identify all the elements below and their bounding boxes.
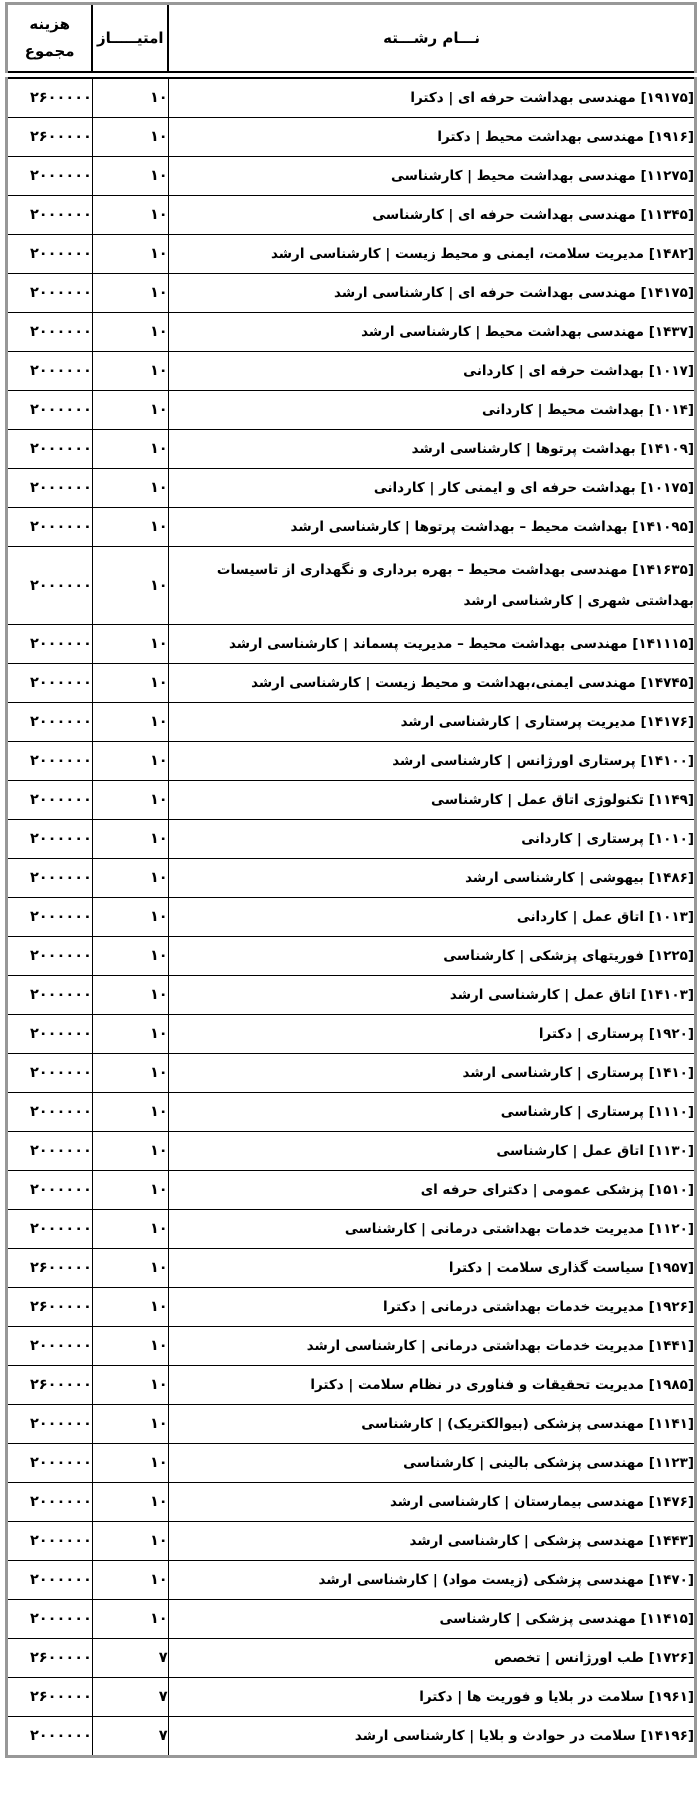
table-row: [7, 1327, 696, 1366]
table-row: [7, 1483, 696, 1522]
table-row: [7, 1054, 696, 1093]
field-name-cell: [۱۴۷۰] مهندسی پزشکی (زیست مواد) | کارشناسی ارشد: [168, 1561, 695, 1600]
total-cost-cell: ۲۰۰۰۰۰۰: [7, 1561, 93, 1600]
table-row: [7, 235, 696, 274]
table-row: [7, 391, 696, 430]
total-cost-cell: ۲۰۰۰۰۰۰: [7, 1327, 93, 1366]
total-cost-cell: ۲۰۰۰۰۰۰: [7, 1054, 93, 1093]
score-cell: ۱۰: [92, 1210, 168, 1249]
total-cost-cell: ۲۰۰۰۰۰۰: [7, 937, 93, 976]
field-name-cell: [۱۹۱۶] مهندسی بهداشت محیط | دکترا: [168, 118, 695, 157]
table-row: [7, 1522, 696, 1561]
total-cost-cell: ۲۰۰۰۰۰۰: [7, 1093, 93, 1132]
table-row: [7, 313, 696, 352]
table-row: [7, 196, 696, 235]
field-name-cell: [۱۴۱۰۰] پرستاری اورژانس | کارشناسی ارشد: [168, 742, 695, 781]
total-cost-cell: ۲۰۰۰۰۰۰: [7, 664, 93, 703]
table-row: [7, 1717, 696, 1757]
total-cost-cell: ۲۰۰۰۰۰۰: [7, 1405, 93, 1444]
field-name-cell: [۱۴۸۲] مدیریت سلامت، ایمنی و محیط زیست | کارشناسی ارشد: [168, 235, 695, 274]
score-cell: ۱۰: [92, 1600, 168, 1639]
score-cell: ۷: [92, 1717, 168, 1757]
total-cost-cell: ۲۰۰۰۰۰۰: [7, 976, 93, 1015]
table-row: [7, 274, 696, 313]
score-cell: ۱۰: [92, 820, 168, 859]
total-cost-cell: ۲۰۰۰۰۰۰: [7, 1171, 93, 1210]
total-cost-cell: ۲۰۰۰۰۰۰: [7, 781, 93, 820]
score-cell: ۱۰: [92, 547, 168, 625]
table-row: [7, 1366, 696, 1405]
score-cell: ۱۰: [92, 898, 168, 937]
score-cell: ۱۰: [92, 1405, 168, 1444]
score-cell: ۱۰: [92, 1093, 168, 1132]
table-row: [7, 1561, 696, 1600]
total-cost-cell: ۲۰۰۰۰۰۰: [7, 742, 93, 781]
total-cost-cell: ۲۰۰۰۰۰۰: [7, 625, 93, 664]
total-cost-cell: ۲۶۰۰۰۰۰: [7, 1366, 93, 1405]
table-row: [7, 742, 696, 781]
table-row: [7, 1132, 696, 1171]
field-name-cell: [۱۴۷۶] مهندسی بیمارستان | کارشناسی ارشد: [168, 1483, 695, 1522]
table-row: [7, 898, 696, 937]
table-body: [5, 77, 697, 1758]
header-field-name: نـــام رشـــته: [168, 4, 695, 73]
table-row: [7, 937, 696, 976]
score-cell: ۱۰: [92, 781, 168, 820]
score-cell: ۱۰: [92, 859, 168, 898]
field-name-cell: [۱۴۷۴۵] مهندسی ایمنی،بهداشت و محیط زیست | کارشناسی ارشد: [168, 664, 695, 703]
table-row: [7, 1600, 696, 1639]
score-cell: ۱۰: [92, 508, 168, 547]
table-row: [7, 508, 696, 547]
field-name-cell: [۱۴۱۰] پرستاری | کارشناسی ارشد: [168, 1054, 695, 1093]
score-cell: ۱۰: [92, 1561, 168, 1600]
field-name-cell: [۱۴۱۷۶] مدیریت پرستاری | کارشناسی ارشد: [168, 703, 695, 742]
field-name-cell: [۱۹۶۱] سلامت در بلایا و فوریت ها | دکترا: [168, 1678, 695, 1717]
total-cost-cell: ۲۰۰۰۰۰۰: [7, 157, 93, 196]
total-cost-cell: ۲۰۰۰۰۰۰: [7, 508, 93, 547]
field-name-cell: [۱۷۲۶] طب اورژانس | تخصص: [168, 1639, 695, 1678]
field-name-cell: [۱۹۵۷] سیاست گذاری سلامت | دکترا: [168, 1249, 695, 1288]
table-row: [7, 1639, 696, 1678]
score-cell: ۱۰: [92, 1249, 168, 1288]
table-row: [7, 157, 696, 196]
table-row: [7, 118, 696, 157]
total-cost-cell: ۲۰۰۰۰۰۰: [7, 703, 93, 742]
score-cell: ۱۰: [92, 937, 168, 976]
table-row: [7, 703, 696, 742]
total-cost-cell: ۲۶۰۰۰۰۰: [7, 1288, 93, 1327]
score-cell: ۱۰: [92, 664, 168, 703]
score-cell: ۱۰: [92, 469, 168, 508]
total-cost-cell: ۲۰۰۰۰۰۰: [7, 469, 93, 508]
score-cell: ۱۰: [92, 352, 168, 391]
score-cell: ۱۰: [92, 1327, 168, 1366]
table-row: [7, 1249, 696, 1288]
score-cell: ۱۰: [92, 313, 168, 352]
field-name-cell: [۱۱۲۰] مدیریت خدمات بهداشتی درمانی | کارشناسی: [168, 1210, 695, 1249]
field-name-cell: [۱۴۱۰۹] بهداشت پرتوها | کارشناسی ارشد: [168, 430, 695, 469]
table-row: [7, 1210, 696, 1249]
score-cell: ۱۰: [92, 274, 168, 313]
table-row: [7, 625, 696, 664]
header-score: امتیـــــاز: [92, 4, 168, 73]
field-name-cell: [۱۱۱۰] پرستاری | کارشناسی: [168, 1093, 695, 1132]
total-cost-cell: ۲۶۰۰۰۰۰: [7, 1249, 93, 1288]
total-cost-cell: ۲۰۰۰۰۰۰: [7, 313, 93, 352]
table-row: [7, 352, 696, 391]
score-cell: ۱۰: [92, 1132, 168, 1171]
table-row: [7, 1405, 696, 1444]
table-row: [7, 781, 696, 820]
field-name-cell: [۱۰۱۷۵] بهداشت حرفه ای و ایمنی کار | کاردانی: [168, 469, 695, 508]
field-name-cell: [۱۱۴۱] مهندسی پزشکی (بیوالکتریک) | کارشناسی: [168, 1405, 695, 1444]
score-cell: ۱۰: [92, 1171, 168, 1210]
header-cost-line1: هزینه: [29, 15, 70, 33]
table-row: [7, 1093, 696, 1132]
table-row: [7, 547, 696, 625]
score-cell: ۱۰: [92, 625, 168, 664]
total-cost-cell: ۲۶۰۰۰۰۰: [7, 1639, 93, 1678]
field-name-cell: [۱۲۲۵] فوریتهای پزشکی | کارشناسی: [168, 937, 695, 976]
field-name-cell: [۱۰۱۳] اتاق عمل | کاردانی: [168, 898, 695, 937]
score-cell: ۱۰: [92, 235, 168, 274]
table-row: [7, 1015, 696, 1054]
field-name-cell: [۱۰۱۰] پرستاری | کاردانی: [168, 820, 695, 859]
total-cost-cell: ۲۰۰۰۰۰۰: [7, 196, 93, 235]
total-cost-cell: ۲۰۰۰۰۰۰: [7, 820, 93, 859]
total-cost-cell: ۲۶۰۰۰۰۰: [7, 78, 93, 118]
field-name-cell: [۱۴۸۶] بیهوشی | کارشناسی ارشد: [168, 859, 695, 898]
score-cell: ۱۰: [92, 196, 168, 235]
score-cell: ۱۰: [92, 1366, 168, 1405]
table-row: [7, 430, 696, 469]
field-name-cell: [۱۱۲۳] مهندسی پزشکی بالینی | کارشناسی: [168, 1444, 695, 1483]
field-name-cell: [۱۱۳۰] اتاق عمل | کارشناسی: [168, 1132, 695, 1171]
field-name-cell: [۱۴۱۱۱۵] مهندسی بهداشت محیط – مدیریت پسماند | کارشناسی ارشد: [168, 625, 695, 664]
total-cost-cell: ۲۰۰۰۰۰۰: [7, 391, 93, 430]
field-name-cell: [۱۹۲۰] پرستاری | دکترا: [168, 1015, 695, 1054]
header-cost-line2: مجموع: [24, 42, 75, 60]
field-name-cell: [۱۹۲۶] مدیریت خدمات بهداشتی درمانی | دکترا: [168, 1288, 695, 1327]
header-row: [7, 4, 696, 73]
field-name-cell: [۱۱۳۴۵] مهندسی بهداشت حرفه ای | کارشناسی: [168, 196, 695, 235]
field-name-cell: [۱۰۱۴] بهداشت محیط | کاردانی: [168, 391, 695, 430]
field-name-cell: [۱۴۴۳] مهندسی پزشکی | کارشناسی ارشد: [168, 1522, 695, 1561]
header-total-cost: [7, 4, 93, 73]
table-row: [7, 664, 696, 703]
field-name-cell: [۱۱۲۷۵] مهندسی بهداشت محیط | کارشناسی: [168, 157, 695, 196]
total-cost-cell: ۲۰۰۰۰۰۰: [7, 1600, 93, 1639]
field-name-cell: [۱۱۴۱۵] مهندسی پزشکی | کارشناسی: [168, 1600, 695, 1639]
score-cell: ۱۰: [92, 1483, 168, 1522]
score-cell: ۱۰: [92, 1015, 168, 1054]
score-cell: ۱۰: [92, 976, 168, 1015]
table-row: [7, 1678, 696, 1717]
field-name-cell: [۱۴۱۰۹۵] بهداشت محیط – بهداشت پرتوها | کارشناسی ارشد: [168, 508, 695, 547]
score-cell: ۱۰: [92, 703, 168, 742]
score-cell: ۱۰: [92, 742, 168, 781]
total-cost-cell: ۲۰۰۰۰۰۰: [7, 1717, 93, 1757]
table-row: [7, 1444, 696, 1483]
table-row: [7, 78, 696, 118]
table-row: [7, 859, 696, 898]
total-cost-cell: ۲۰۰۰۰۰۰: [7, 1210, 93, 1249]
table-row: [7, 469, 696, 508]
score-cell: ۱۰: [92, 1522, 168, 1561]
table-row: [7, 1288, 696, 1327]
total-cost-cell: ۲۰۰۰۰۰۰: [7, 1522, 93, 1561]
total-cost-cell: ۲۰۰۰۰۰۰: [7, 859, 93, 898]
table-header: [5, 2, 697, 73]
score-cell: ۱۰: [92, 430, 168, 469]
score-cell: ۷: [92, 1678, 168, 1717]
score-cell: ۱۰: [92, 391, 168, 430]
total-cost-cell: ۲۶۰۰۰۰۰: [7, 118, 93, 157]
score-cell: ۱۰: [92, 78, 168, 118]
field-name-cell: [۱۱۴۹] تکنولوژی اتاق عمل | کارشناسی: [168, 781, 695, 820]
table-row: [7, 820, 696, 859]
total-cost-cell: ۲۰۰۰۰۰۰: [7, 235, 93, 274]
score-cell: ۱۰: [92, 157, 168, 196]
total-cost-cell: ۲۰۰۰۰۰۰: [7, 430, 93, 469]
field-name-cell: [۱۴۱۷۵] مهندسی بهداشت حرفه ای | کارشناسی ارشد: [168, 274, 695, 313]
field-name-cell: [۱۴۳۷] مهندسی بهداشت محیط | کارشناسی ارشد: [168, 313, 695, 352]
total-cost-cell: ۲۶۰۰۰۰۰: [7, 1678, 93, 1717]
score-cell: ۱۰: [92, 1288, 168, 1327]
score-cell: ۷: [92, 1639, 168, 1678]
field-name-cell: [۱۵۱۰] پزشکی عمومی | دکترای حرفه ای: [168, 1171, 695, 1210]
total-cost-cell: ۲۰۰۰۰۰۰: [7, 1132, 93, 1171]
field-name-cell: [۱۹۸۵] مدیریت تحقیقات و فناوری در نظام سلامت | دکترا: [168, 1366, 695, 1405]
field-name-cell: [۱۰۱۷] بهداشت حرفه ای | کاردانی: [168, 352, 695, 391]
total-cost-cell: ۲۰۰۰۰۰۰: [7, 1483, 93, 1522]
score-cell: ۱۰: [92, 1054, 168, 1093]
field-name-cell: [۱۴۱۰۳] اتاق عمل | کارشناسی ارشد: [168, 976, 695, 1015]
total-cost-cell: ۲۰۰۰۰۰۰: [7, 547, 93, 625]
table-row: [7, 976, 696, 1015]
field-name-cell: [۱۴۴۱] مدیریت خدمات بهداشتی درمانی | کارشناسی ارشد: [168, 1327, 695, 1366]
total-cost-cell: ۲۰۰۰۰۰۰: [7, 274, 93, 313]
total-cost-cell: ۲۰۰۰۰۰۰: [7, 1444, 93, 1483]
table-row: [7, 1171, 696, 1210]
score-cell: ۱۰: [92, 1444, 168, 1483]
total-cost-cell: ۲۰۰۰۰۰۰: [7, 898, 93, 937]
table-rows: [7, 78, 696, 1757]
field-name-cell: [۱۴۱۶۳۵] مهندسی بهداشت محیط – بهره برداری و نگهداری از تاسیسات بهداشتی شهری | کارشناسی ارشد: [168, 547, 695, 625]
total-cost-cell: ۲۰۰۰۰۰۰: [7, 352, 93, 391]
total-cost-cell: ۲۰۰۰۰۰۰: [7, 1015, 93, 1054]
field-name-cell: [۱۹۱۷۵] مهندسی بهداشت حرفه ای | دکترا: [168, 78, 695, 118]
score-cell: ۱۰: [92, 118, 168, 157]
field-name-cell: [۱۴۱۹۶] سلامت در حوادث و بلایا | کارشناسی ارشد: [168, 1717, 695, 1757]
